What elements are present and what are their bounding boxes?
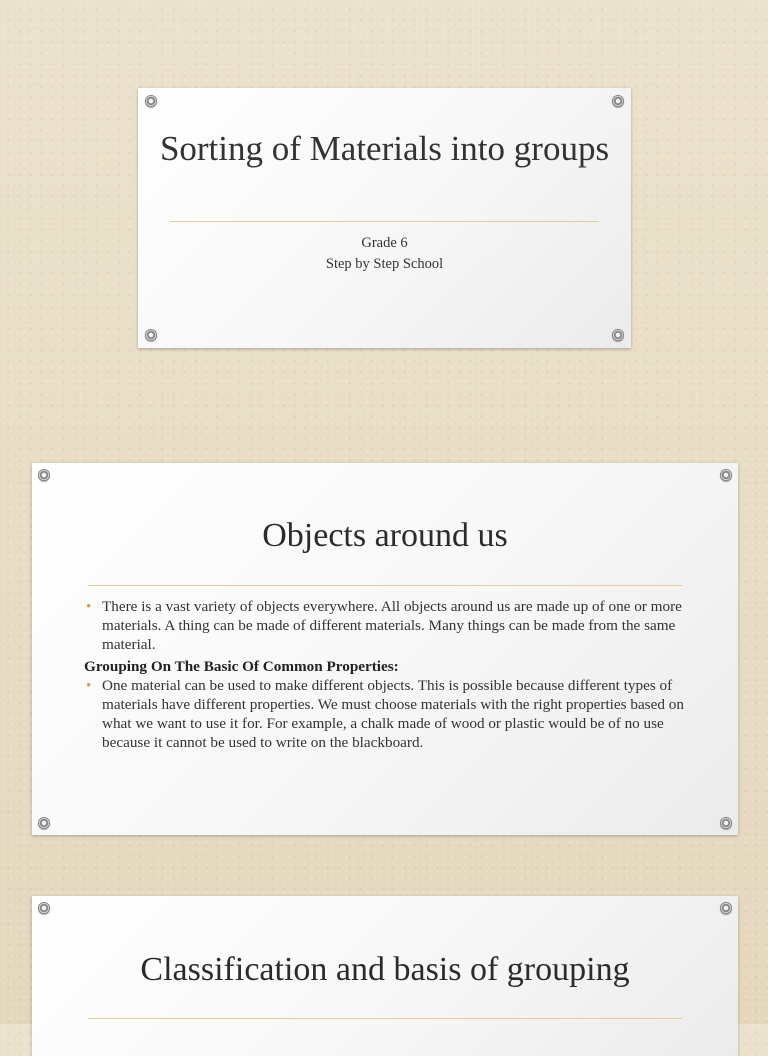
slide-title-heading: Sorting of Materials into groups bbox=[159, 129, 610, 168]
grade-label: Grade 6 bbox=[361, 235, 408, 251]
bullet-item bbox=[84, 597, 692, 655]
slide-heading: Classification and basis of grouping bbox=[140, 951, 630, 988]
pin-icon bbox=[720, 902, 732, 914]
bullet-item bbox=[84, 676, 692, 753]
bullet-dot-icon: • bbox=[86, 676, 92, 694]
pin-icon bbox=[38, 902, 50, 914]
slide-heading: Objects around us bbox=[262, 517, 508, 554]
pin-icon bbox=[612, 329, 624, 341]
bullet-text: One material can be used to make different objects. This is possible because different types of materials have different properties. We must choose materials with the right properties based on what we want to use it for. For example, a chalk made of wood or plastic would be of no use because it cannot be used to write on the blackboard. bbox=[102, 676, 684, 752]
slide-title bbox=[138, 88, 631, 348]
bullet-text: There is a vast variety of objects everywhere. All objects around us are made up of one or more materials. A thing can be made of different materials. Many things can be made from the same material. bbox=[102, 598, 682, 654]
slide-classification bbox=[32, 896, 738, 1056]
pin-icon bbox=[145, 329, 157, 341]
pin-icon bbox=[720, 469, 732, 481]
pin-icon bbox=[612, 95, 624, 107]
pin-icon bbox=[720, 817, 732, 829]
pin-icon bbox=[145, 95, 157, 107]
slide-objects-around-us bbox=[32, 463, 738, 835]
divider bbox=[170, 221, 599, 222]
slide-body bbox=[84, 597, 692, 753]
school-label: Step by Step School bbox=[325, 256, 444, 272]
divider bbox=[88, 1018, 682, 1019]
pin-icon bbox=[38, 469, 50, 481]
bullet-dot-icon: • bbox=[86, 598, 92, 615]
section-subheading: Grouping On The Basic Of Common Properties: bbox=[84, 657, 399, 675]
pin-icon bbox=[38, 817, 50, 829]
divider bbox=[88, 585, 682, 586]
